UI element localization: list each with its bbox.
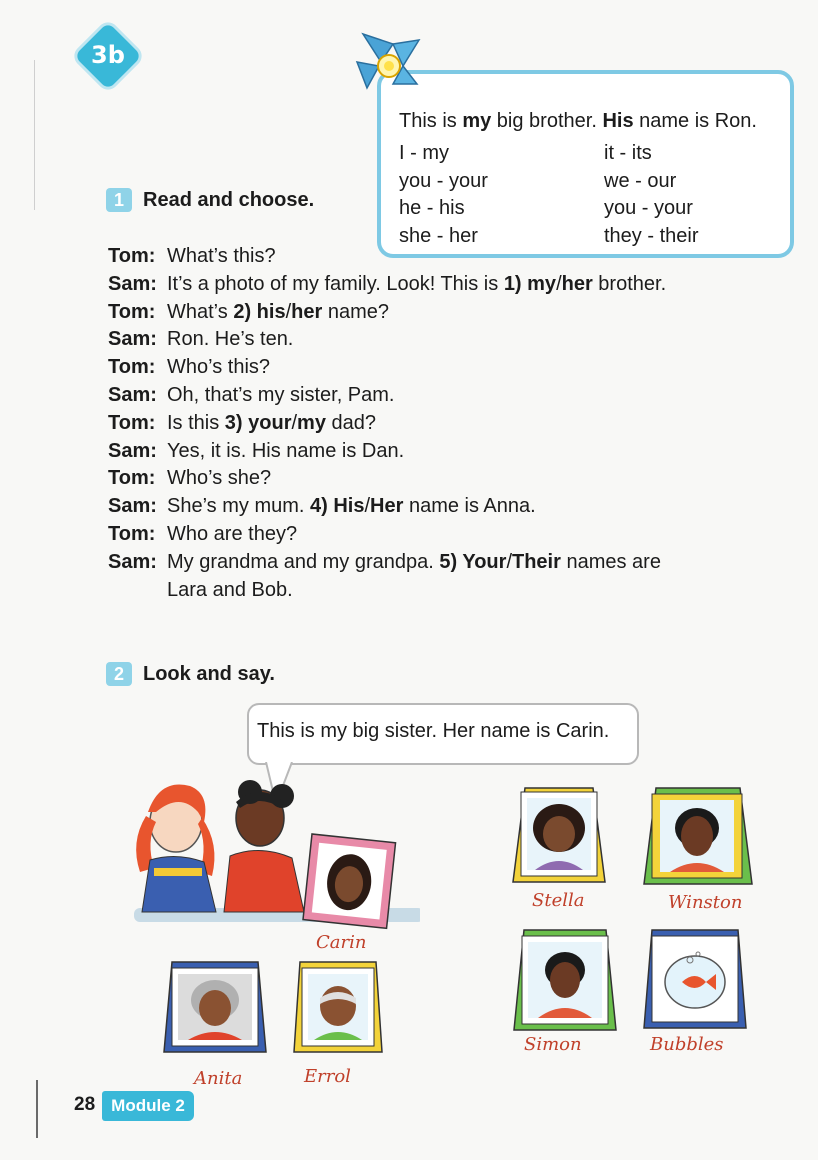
caption-winston: Winston [668, 892, 743, 913]
speaker-label: Tom: [108, 411, 156, 434]
caption-anita: Anita [194, 1068, 243, 1089]
dialogue-line [108, 326, 748, 354]
text-segment: Who’s she? [167, 467, 272, 490]
pronoun-pair: we - our [604, 169, 677, 192]
text-segment: name is Ron. [633, 110, 757, 132]
dialogue-line [108, 465, 748, 493]
page-number: 28 [74, 1094, 96, 1115]
speaker-label: Sam: [108, 439, 157, 462]
text-segment: / [556, 272, 562, 295]
bold-text: 2) his [233, 300, 286, 323]
text-segment: Who are they? [167, 522, 298, 545]
dialogue-text [167, 493, 748, 521]
text-segment: What’s this? [167, 245, 276, 267]
bold-text: my [462, 110, 492, 132]
two-girls-illustration [120, 772, 420, 932]
text-segment: name? [322, 300, 389, 323]
portrait-winston [640, 784, 756, 892]
speaker-label: Sam: [108, 383, 157, 406]
text-segment: / [285, 300, 292, 323]
pronoun-pair: they - their [604, 224, 699, 247]
text-segment: This is [399, 110, 463, 132]
caption-errol: Errol [304, 1066, 351, 1087]
dialogue-text [167, 465, 748, 493]
speaker-label: Tom: [108, 522, 156, 545]
dialogue-text [167, 299, 748, 327]
speaker-label: Sam: [108, 495, 157, 518]
text-segment: Oh, that’s my sister, Pam. [167, 383, 395, 406]
portrait-errol [290, 958, 386, 1058]
exercise-2-heading [106, 662, 275, 686]
text-segment: names are [560, 550, 661, 573]
text-segment: / [506, 550, 512, 573]
bold-text: 5) Your [439, 550, 507, 573]
dialogue-line [108, 410, 748, 438]
page-spine-line-bottom [36, 1080, 38, 1138]
bold-text: her [291, 300, 323, 323]
dialogue-line [108, 577, 748, 605]
text-segment: / [364, 495, 371, 518]
text-segment: She’s my mum. [167, 495, 310, 518]
text-segment: Is this [167, 411, 225, 434]
pronoun-list-left [399, 140, 488, 250]
module-label: Module 2 [102, 1091, 194, 1121]
pronoun-pair: she - her [399, 224, 478, 247]
pronoun-pair: he - his [399, 197, 465, 219]
speaker-label: Tom: [108, 245, 156, 267]
dialogue-line [108, 382, 748, 410]
text-segment: What’s [167, 300, 234, 323]
speaker-label: Tom: [108, 356, 156, 379]
pronoun-note-box [377, 70, 794, 258]
dialogue-line [108, 521, 748, 549]
speech-bubble: This is my big sister. Her name is Carin. [247, 703, 639, 765]
speaker-label [108, 577, 167, 605]
dialogue [108, 243, 748, 604]
dialogue-line [108, 493, 748, 521]
speaker-label: Sam: [108, 328, 157, 351]
dialogue-text [167, 243, 748, 271]
bold-text: her [561, 272, 593, 295]
text-segment: Ron. He’s ten. [167, 328, 294, 351]
exercise-2-number: 2 [106, 662, 132, 686]
portrait-stella [507, 782, 611, 890]
bold-text: my [297, 411, 326, 434]
text-segment: My grandma and my grandpa. [167, 550, 440, 573]
bold-text: Her [370, 495, 404, 518]
bold-text: Their [512, 550, 561, 573]
portrait-bubbles [640, 926, 750, 1034]
pronoun-list-right [604, 140, 698, 250]
portrait-anita [160, 958, 270, 1058]
bold-text: 1) my [503, 272, 557, 295]
dialogue-text [167, 326, 748, 354]
text-segment: dad? [325, 411, 377, 434]
exercise-1-title: Read and choose. [143, 188, 315, 211]
speaker-label: Tom: [108, 300, 156, 323]
page-spine-line [34, 60, 35, 210]
pronoun-pair: I - my [399, 142, 449, 164]
exercise-2-title: Look and say. [143, 662, 275, 685]
text-segment: name is Anna. [403, 495, 536, 518]
lesson-badge [74, 22, 142, 90]
lesson-badge-label: 3b [91, 41, 125, 69]
dialogue-text [167, 410, 748, 438]
note-heading [399, 110, 757, 133]
pronoun-pair: you - your [604, 197, 693, 219]
speaker-label: Tom: [108, 467, 156, 490]
caption-carin: Carin [316, 932, 367, 953]
text-segment: It’s a photo of my family. Look! This is [167, 272, 504, 295]
pronoun-pair: it - its [604, 142, 652, 164]
dialogue-line [108, 271, 748, 299]
spotlight-icon [353, 32, 423, 102]
bold-text: 3) your [224, 411, 292, 434]
text-segment: / [291, 411, 298, 434]
text-segment: big brother. [491, 110, 603, 132]
caption-bubbles: Bubbles [650, 1034, 724, 1055]
dialogue-text [167, 354, 748, 382]
dialogue-text [167, 549, 748, 577]
text-segment: Yes, it is. His name is Dan. [167, 439, 405, 462]
exercise-1-heading [106, 188, 314, 212]
exercise-1-number: 1 [106, 188, 132, 212]
text-segment: Lara and Bob. [167, 578, 293, 601]
caption-simon: Simon [524, 1034, 582, 1055]
dialogue-line [108, 354, 748, 382]
dialogue-text [167, 521, 748, 549]
text-segment: brother. [592, 272, 667, 295]
dialogue-text [167, 382, 748, 410]
caption-stella: Stella [532, 890, 585, 911]
speaker-label: Sam: [108, 272, 157, 295]
dialogue-text [167, 577, 748, 605]
portrait-simon [510, 926, 620, 1036]
text-segment: Who’s this? [167, 356, 271, 379]
bold-text: His [602, 110, 634, 132]
dialogue-line [108, 243, 748, 271]
bold-text: 4) His [310, 495, 365, 518]
dialogue-text [167, 271, 748, 299]
dialogue-line [108, 299, 748, 327]
speaker-label: Sam: [108, 550, 157, 573]
dialogue-text [167, 438, 748, 466]
dialogue-line [108, 438, 748, 466]
dialogue-line [108, 549, 748, 577]
pronoun-pair: you - your [399, 169, 488, 192]
